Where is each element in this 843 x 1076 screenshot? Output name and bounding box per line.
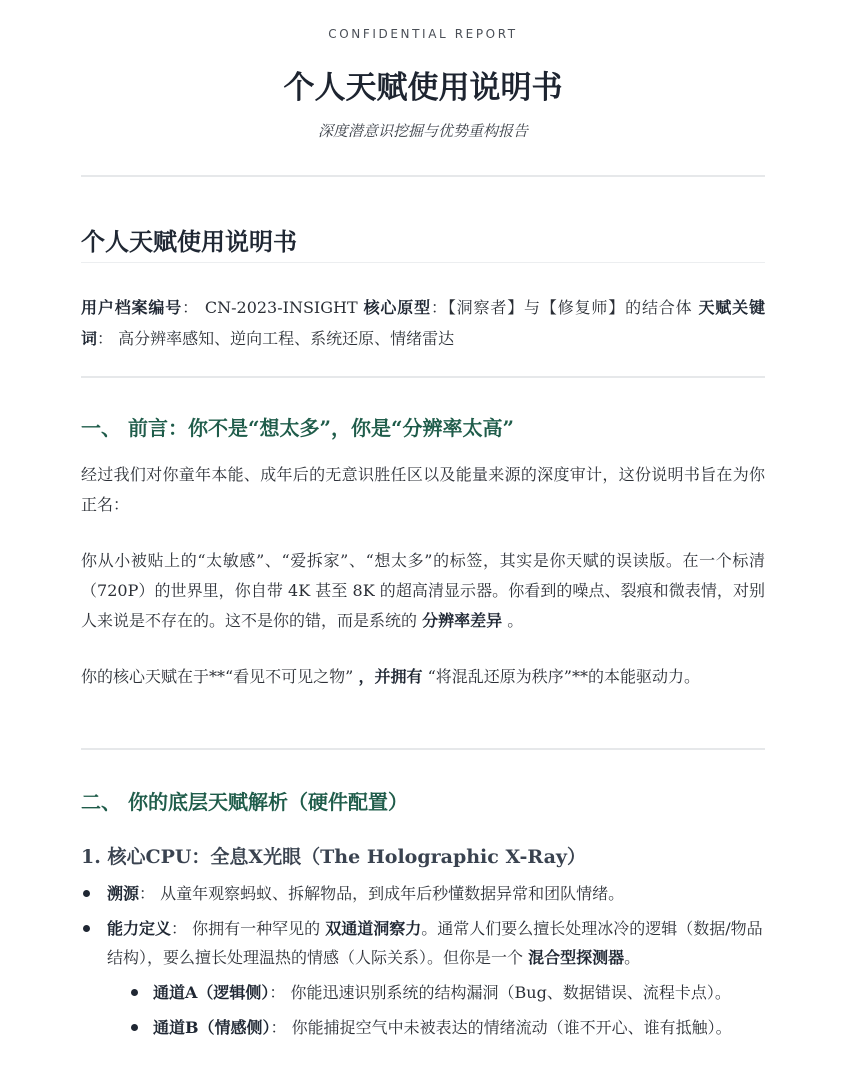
talent-list: [81, 879, 765, 1042]
list-item: 能力定义： 你拥有一种罕见的 双通道洞察力。通常人们要么擅长处理冰冷的逻辑（数据/物品结构），要么擅长处理温热的情感（人际关系）。但你是一个 混合型探测器。 通道A（逻辑侧）： 你能迅速识别系统的结构漏洞（Bug、数据错误、流程卡点）。 通道B（情感侧）： 你能捕捉空气中未被表达的情绪流动（谁不开心、谁有抵触）。: [81, 914, 765, 1042]
section1-paragraph-2: [81, 546, 765, 636]
bullet-icon: [131, 1024, 138, 1031]
section2-subheading: 1. 核心CPU：全息X光眼（The Holographic X-Ray）: [81, 846, 586, 868]
p3-text-a: 你的核心天赋在于**“看见不可见之物”: [81, 667, 354, 686]
list-item: 溯源： 从童年观察蚂蚁、拆解物品，到成年后秒懂数据异常和团队情绪。: [81, 879, 765, 908]
section1-paragraph-3: [81, 662, 765, 692]
keywords-value: 高分辨率感知、逆向工程、系统还原、情绪雷达: [118, 329, 455, 348]
item-text-a: 你拥有一种罕见的: [192, 919, 321, 938]
bullet-icon: [83, 890, 90, 897]
keywords-label: 天赋关键词: [81, 298, 765, 348]
sub-item-text: 你能捕捉空气中未被表达的情绪流动（谁不开心、谁有抵触）。: [291, 1018, 732, 1037]
header-divider: [81, 175, 765, 177]
bullet-icon: [83, 925, 90, 932]
list-item: 通道B（情感侧）： 你能捕捉空气中未被表达的情绪流动（谁不开心、谁有抵触）。: [107, 1013, 765, 1042]
p2-bold: 分辨率差异: [422, 611, 503, 630]
item-text: 从童年观察蚂蚁、拆解物品，到成年后秒懂数据异常和团队情绪。: [160, 884, 625, 903]
section-divider-2: [81, 748, 765, 750]
sub-item-label: 通道A（逻辑侧）: [153, 983, 270, 1002]
item-label: 能力定义: [107, 919, 172, 938]
report-title: 个人天赋使用说明书: [283, 70, 563, 106]
sub-item-text: 你能迅速识别系统的结构漏洞（Bug、数据错误、流程卡点）。: [290, 983, 731, 1002]
report-subtitle: 深度潜意识挖掘与优势重构报告: [317, 122, 528, 140]
sub-item-label: 通道B（情感侧）: [153, 1018, 271, 1037]
id-label: 用户档案编号: [81, 298, 183, 317]
section-divider-1: [81, 376, 765, 378]
profile-heading: 个人天赋使用说明书: [81, 227, 297, 256]
item-bold-b: 混合型探测器: [528, 948, 625, 967]
list-item: 通道A（逻辑侧）： 你能迅速识别系统的结构漏洞（Bug、数据错误、流程卡点）。: [107, 978, 765, 1007]
archetype-label: 核心原型: [363, 298, 431, 317]
channel-sublist: [107, 978, 765, 1042]
p2-text: 你从小被贴上的“太敏感”、“爱拆家”、“想太多”的标签，其实是你天赋的误读版。在一个标清（720P）的世界里，你自带 4K 甚至 8K 的超高清显示器。你看到的噪点、裂痕和微表情，对别人来说是不存在的。这不是你的错，而是系统的: [81, 551, 765, 630]
item-label: 溯源: [107, 884, 140, 903]
p3-text-b: “将混乱还原为秩序”**的本能驱动力。: [427, 667, 700, 686]
item-text-c: 。: [624, 948, 641, 967]
section2-heading: 二、 你的底层天赋解析（硬件配置）: [81, 790, 408, 814]
profile-heading-underline: [81, 262, 765, 263]
bullet-icon: [131, 989, 138, 996]
confidential-kicker: CONFIDENTIAL REPORT: [328, 27, 518, 41]
profile-meta: 用户档案编号： CN-2023-INSIGHT 核心原型：【洞察者】与【修复师】的结合体 天赋关键词： 高分辨率感知、逆向工程、系统还原、情绪雷达: [81, 298, 765, 348]
section1-paragraph-1: 经过我们对你童年本能、成年后的无意识胜任区以及能量来源的深度审计，这份说明书旨在为你正名：: [81, 465, 765, 514]
item-bold-a: 双通道洞察力: [325, 919, 422, 938]
item-text-b: 。通常人们要么擅长处理冰冷的逻辑（数据/物品结构），要么擅长处理温热的情感（人际关系）。但你是一个: [107, 919, 763, 967]
p3-bold: ，并拥有: [358, 667, 423, 686]
p2-end: 。: [507, 611, 524, 630]
section1-heading: 一、 前言：你不是“想太多”，你是“分辨率太高”: [81, 416, 514, 440]
id-value: CN-2023-INSIGHT: [204, 298, 358, 317]
archetype-value: 【洞察者】与【修复师】的结合体: [447, 298, 693, 317]
